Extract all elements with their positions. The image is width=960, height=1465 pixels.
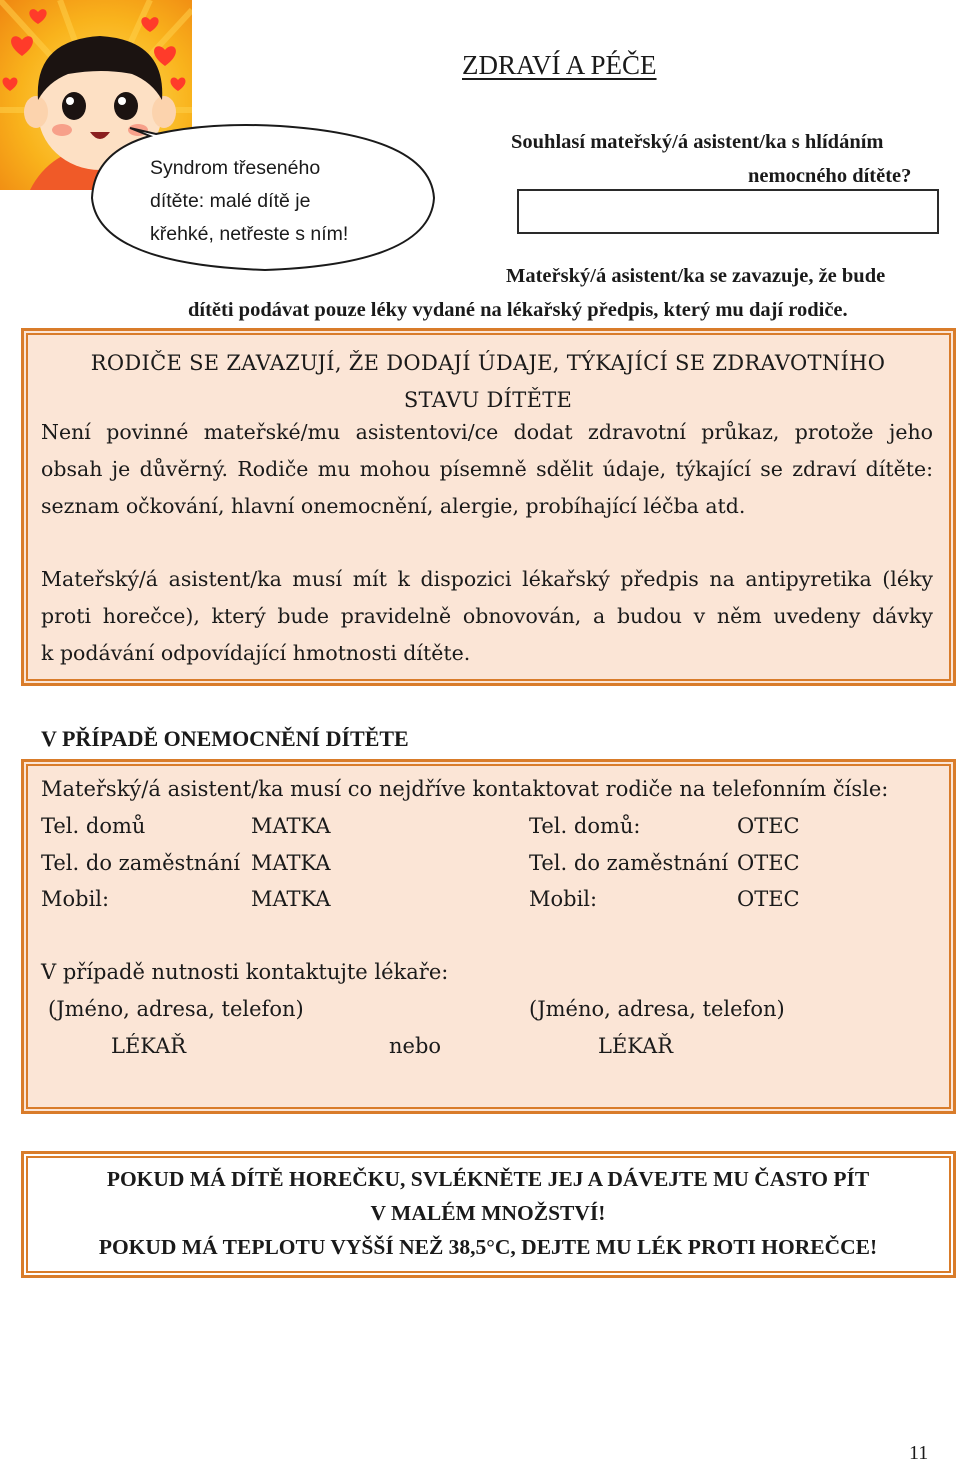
doctor-hint: (Jméno, adresa, telefon): [48, 997, 304, 1021]
answer-field[interactable]: [517, 189, 939, 234]
warning-line: POKUD MÁ TEPLOTU VYŠŠÍ NEŽ 38,5°C, DEJTE MU LÉK PROTI HOREČCE!: [98, 1235, 878, 1259]
bubble-line: Syndrom třeseného: [150, 157, 321, 179]
warning-line: V MALÉM MNOŽSTVÍ!: [370, 1201, 606, 1225]
contact-label: Tel. do zaměstnání: [41, 851, 241, 875]
bubble-text: [150, 152, 390, 251]
paragraph-line: seznam očkování, hlavní onemocnění, alergie, probíhající léčba atd.: [41, 494, 746, 518]
doctor-label: LÉKAŘ: [111, 1034, 187, 1058]
fever-warning-text: [30, 1162, 946, 1264]
paragraph-line: Není povinné mateřské/mu asistentovi/ce dodat zdravotní průkaz, protože jeho: [41, 420, 933, 444]
contact-intro: Mateřský/á asistent/ka musí co nejdříve kontaktovat rodiče na telefonním čísle:: [41, 777, 889, 801]
contact-label: Tel. domů: [41, 814, 146, 838]
question-line: Souhlasí mateřský/á asistent/ka s hlídáním: [511, 131, 884, 153]
statement-line: dítěti podávat pouze léky vydané na lékařský předpis, který mu dají rodiče.: [188, 299, 848, 321]
section-title: V PŘÍPADĚ ONEMOCNĚNÍ DÍTĚTE: [41, 726, 409, 751]
contact-label: Mobil:: [41, 887, 110, 911]
doctor-hint: (Jméno, adresa, telefon): [529, 997, 785, 1021]
paragraph-line: proti horečce), který bude pravidelně obnovován, a budou v něm uvedeny dávky: [41, 604, 933, 628]
paragraph-line: Mateřský/á asistent/ka musí mít k dispozici lékařský předpis na antipyretika (léky: [41, 567, 933, 591]
contact-who: OTEC: [737, 887, 800, 911]
doctor-intro: V případě nutnosti kontaktujte lékaře:: [41, 960, 449, 984]
page-number: 11: [909, 1442, 929, 1464]
bubble-line: dítěte: malé dítě je: [150, 190, 311, 212]
panel-heading: [40, 345, 936, 419]
paragraph-line: k podávání odpovídající hmotnosti dítěte.: [41, 641, 471, 665]
doctor-label: LÉKAŘ: [598, 1034, 674, 1058]
bubble-line: křehké, netřeste s ním!: [150, 223, 349, 245]
or-label: nebo: [389, 1034, 442, 1058]
contact-who: MATKA: [251, 851, 331, 875]
illness-contact-panel: [21, 759, 956, 1114]
contact-who: OTEC: [737, 851, 800, 875]
statement-line: Mateřský/á asistent/ka se zavazuje, že bude: [506, 265, 886, 287]
page-title: ZDRAVÍ A PÉČE: [462, 50, 657, 80]
contact-who: MATKA: [251, 814, 331, 838]
contact-label: Tel. domů:: [529, 814, 641, 838]
contact-who: MATKA: [251, 887, 331, 911]
contact-who: OTEC: [737, 814, 800, 838]
panel-heading-line: RODIČE SE ZAVAZUJÍ, ŽE DODAJÍ ÚDAJE, TÝKAJÍCÍ SE ZDRAVOTNÍHO: [90, 351, 886, 375]
contact-label: Mobil:: [529, 887, 598, 911]
warning-line: POKUD MÁ DÍTĚ HOREČKU, SVLÉKNĚTE JEJ A DÁVEJTE MU ČASTO PÍT: [106, 1167, 870, 1191]
question-line: nemocného dítěte?: [748, 165, 912, 187]
paragraph-line: obsah je důvěrný. Rodiče mu mohou písemně sdělit údaje, týkající se zdraví dítěte:: [41, 457, 933, 481]
contact-label: Tel. do zaměstnání: [529, 851, 729, 875]
panel-heading-line: STAVU DÍTĚTE: [403, 388, 573, 412]
